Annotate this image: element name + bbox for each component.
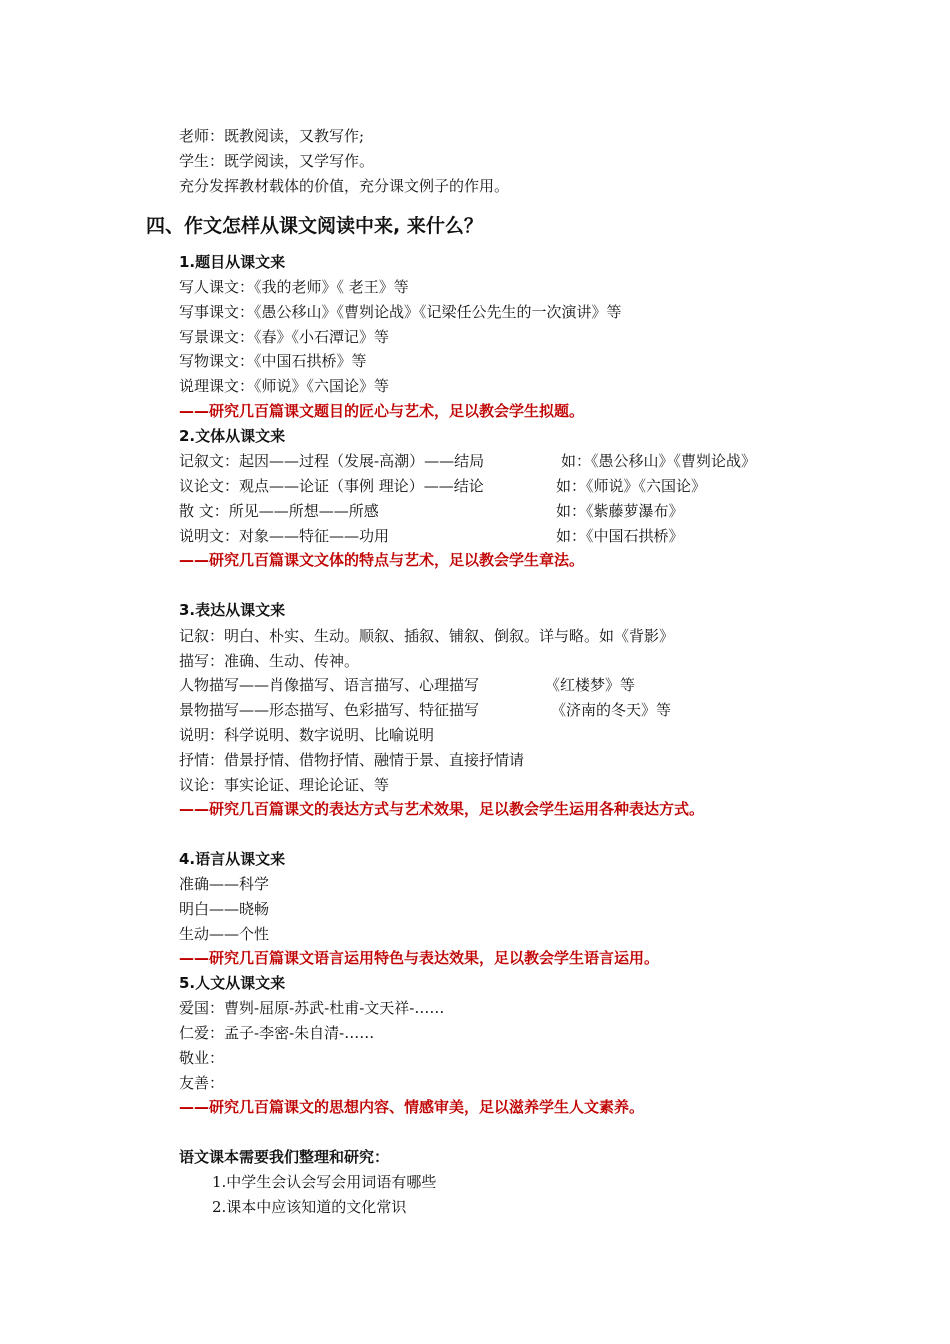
s5-line: 敬业： [179, 1049, 225, 1067]
s1-line: 写景课文：《春》《小石潭记》等 [179, 328, 390, 346]
s5-line: 仁爱：孟子-李密-朱自清-…… [179, 1024, 375, 1042]
section-heading: 四、作文怎样从课文阅读中来, 来什么？ [146, 215, 483, 237]
s2-row-example: 如：《愚公移山》《曹刿论战》 [561, 452, 757, 470]
s2-row-text: 散 文：所见——所想——所感 [179, 502, 379, 520]
s2-row-text: 议论文：观点——论证（事例 理论）——结论 [179, 477, 484, 495]
s3-line: 说明：科学说明、数字说明、比喻说明 [179, 726, 435, 744]
s3-line: 议论：事实论证、理论论证、等 [179, 776, 390, 794]
s4-conclusion: ——研究几百篇课文语言运用特色与表达效果，足以教会学生语言运用。 [179, 949, 660, 967]
s5-line: 爱国：曹刿-屈原-苏武-杜甫-文天祥-…… [179, 999, 445, 1017]
closing-item: 2.课本中应该知道的文化常识 [212, 1198, 407, 1216]
s5-title: 5.人文从课文来 [179, 974, 286, 992]
s1-line: 写事课文：《愚公移山》《曹刿论战》《记梁任公先生的一次演讲》等 [179, 303, 622, 321]
closing-title: 语文课本需要我们整理和研究： [179, 1148, 390, 1166]
s2-row-example: 如：《师说》《六国论》 [556, 477, 707, 495]
intro-line-student: 学生：既学阅读，又学写作。 [179, 152, 375, 170]
s1-conclusion: ——研究几百篇课文题目的匠心与艺术，足以教会学生拟题。 [179, 402, 585, 420]
s5-line: 友善： [179, 1074, 225, 1092]
s4-line: 生动——个性 [179, 925, 270, 943]
s3-line: 人物描写——肖像描写、语言描写、心理描写 [179, 676, 480, 694]
s5-conclusion: ——研究几百篇课文的思想内容、情感审美，足以滋养学生人文素养。 [179, 1098, 645, 1116]
intro-line-teacher: 老师：既教阅读，又教写作; [179, 127, 365, 145]
s4-title: 4.语言从课文来 [179, 850, 286, 868]
s3-line: 抒情：借景抒情、借物抒情、融情于景、直接抒情请 [179, 751, 525, 769]
s4-line: 准确——科学 [179, 875, 270, 893]
closing-item: 1.中学生会认会写会用词语有哪些 [212, 1173, 437, 1191]
s1-line: 说理课文：《师说》《六国论》等 [179, 377, 390, 395]
s4-line: 明白——晓畅 [179, 900, 270, 918]
s2-row-example: 如：《紫藤萝瀑布》 [556, 502, 684, 520]
intro-line-value: 充分发挥教材载体的价值，充分课文例子的作用。 [179, 177, 510, 195]
s1-title: 1.题目从课文来 [179, 253, 286, 271]
s3-example-hongloumeng: 《红楼梦》等 [545, 676, 636, 694]
s3-title: 3.表达从课文来 [179, 601, 286, 619]
s1-line: 写物课文：《中国石拱桥》等 [179, 352, 367, 370]
s3-example-jinan: 《济南的冬天》等 [551, 701, 672, 719]
s2-title: 2.文体从课文来 [179, 427, 286, 445]
s2-row-example: 如：《中国石拱桥》 [556, 527, 684, 545]
s1-line: 写人课文：《我的老师》《 老王》等 [179, 278, 409, 296]
s2-conclusion: ——研究几百篇课文文体的特点与艺术，足以教会学生章法。 [179, 551, 585, 569]
s3-line: 景物描写——形态描写、色彩描写、特征描写 [179, 701, 480, 719]
s3-line: 描写：准确、生动、传神。 [179, 652, 360, 670]
s2-row-text: 记叙文：起因——过程（发展-高潮）——结局 [179, 452, 485, 470]
s3-conclusion: ——研究几百篇课文的表达方式与艺术效果，足以教会学生运用各种表达方式。 [179, 800, 705, 818]
s2-row-text: 说明文：对象——特征——功用 [179, 527, 390, 545]
s3-line: 记叙：明白、朴实、生动。顺叙、插叙、铺叙、倒叙。详与略。如《背影》 [179, 627, 675, 645]
